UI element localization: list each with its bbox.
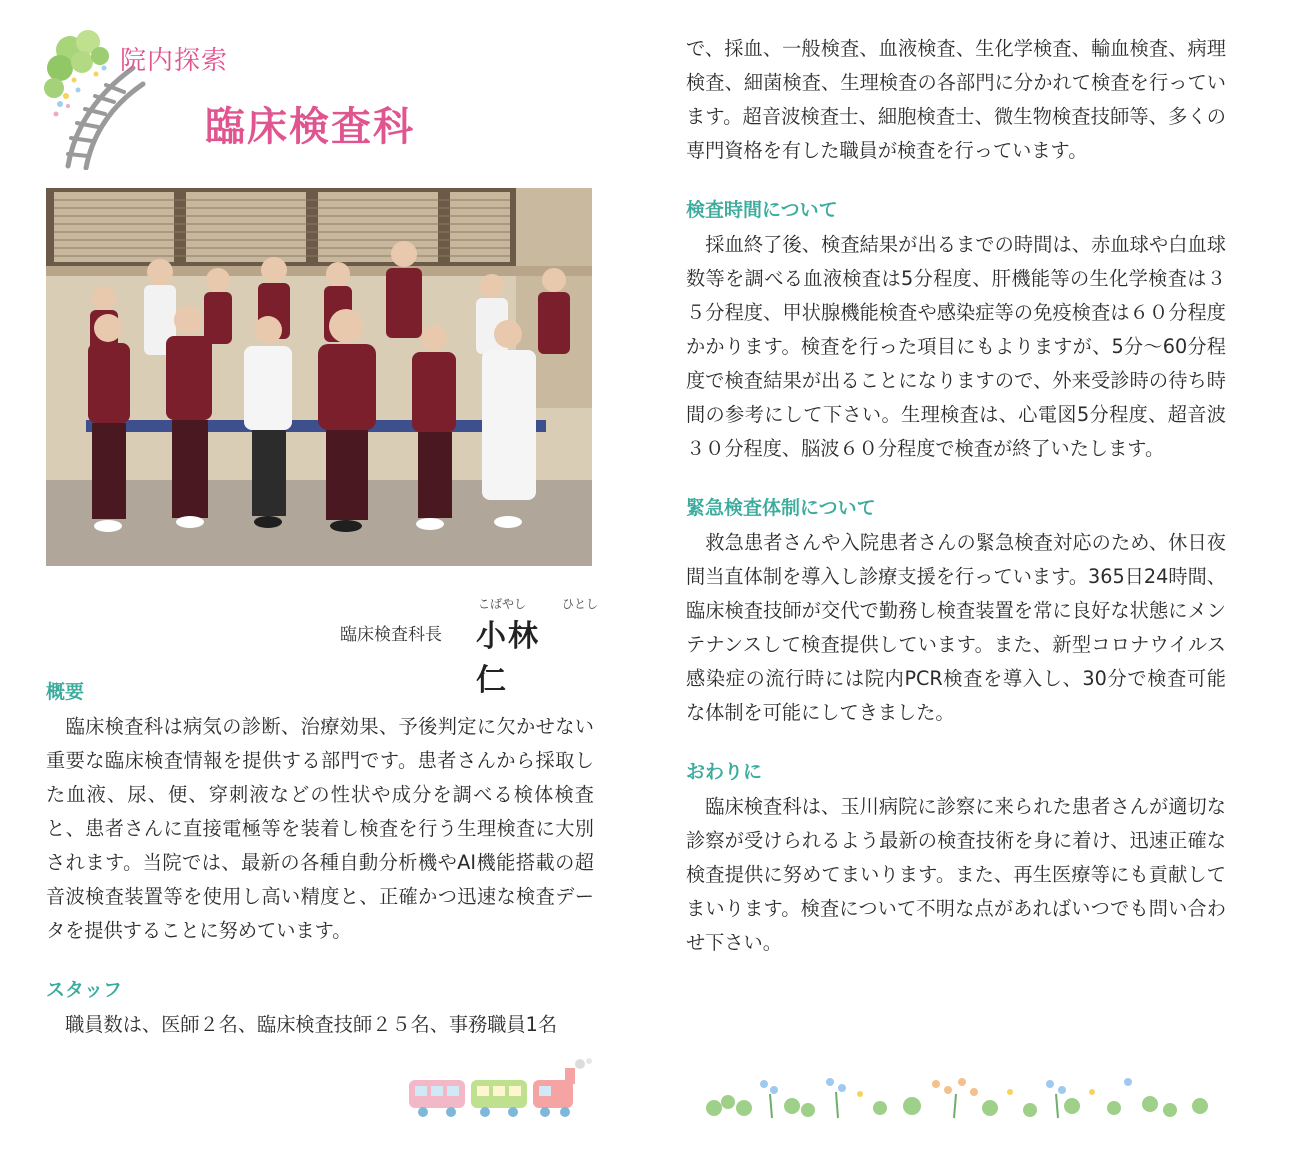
section-heading-overview: 概要 [46,681,85,703]
chief-role: 臨床検査科長 [340,625,442,645]
train-illustration [405,1058,595,1120]
section-heading-hours: 検査時間について [686,199,838,221]
section-heading-closing: おわりに [686,761,763,783]
section-body-staff: 職員数は、医師２名、臨床検査技師２５名、事務職員1名 [46,1013,558,1036]
page-title: 臨床検査科 [205,104,415,150]
chief-name-ruby-family: こばやし [478,597,527,611]
chief-name-ruby-given: ひとし [562,597,599,611]
series-title: 院内探索 [120,46,229,76]
section-body-overview: 臨床検査科は病気の診断、治療効果、予後判定に欠かせない重要な臨床検査情報を提供する部門です。患者さんから採取した血液、尿、便、穿刺液などの性状や成分を調べる検体検査と、患者さんに直接電極等を装着し検査を行う生理検査に大別されます。当院では、最新の各種自動分析機やAI機能搭載の超音波検査装置等を使用し高い精度と、正確かつ迅速な検査データを提供することに努めています。 [46,715,594,942]
flower-border [700,1070,1225,1125]
section-heading-emergency: 緊急検査体制について [686,497,876,519]
section-body-staff-continued: で、採血、一般検査、血液検査、生化学検査、輸血検査、病理検査、細菌検査、生理検査の各部門に分かれて検査を行っています。超音波検査士、細胞検査士、微生物検査技師等、多くの専門資格を有した職員が検査を行っています。 [686,37,1226,162]
right-column [686,32,1226,960]
department-chief [340,593,600,698]
left-column [46,680,594,1042]
section-body-emergency: 救急患者さんや入院患者さんの緊急検査対応のため、休日夜間当直体制を導入し診療支援を行っています。365日24時間、臨床検査技師が交代で勤務し検査装置を常に良好な状態にメンテナンスして検査提供しています。また、新型コロナウイルス感染症の流行時には院内PCR検査を導入し、30分で検査可能な体制を可能にしてきました。 [686,531,1226,724]
section-heading-staff: スタッフ [46,979,123,1001]
chief-name: 小林 仁 [476,619,572,698]
section-body-closing: 臨床検査科は、玉川病院に診察に来られた患者さんが適切な診察が受けられるよう最新の検査技術を身に着け、迅速正確な検査提供に努めてまいります。また、再生医療等にも貢献してまいります。検査について不明な点があればいつでも問い合わせ下さい。 [686,795,1226,954]
section-body-hours: 採血終了後、検査結果が出るまでの時間は、赤血球や白血球数等を調べる血液検査は5分程度、肝機能等の生化学検査は３５分程度、甲状腺機能検査や感染症等の免疫検査は６０分程度かかります。検査を行った項目にもよりますが、5分～60分程度で検査結果が出ることになりますので、外来受診時の待ち時間の参考にして下さい。生理検査は、心電図5分程度、超音波３０分程度、脳波６０分程度で検査が終了いたします。 [686,233,1226,460]
staff-group-photo [46,188,592,566]
